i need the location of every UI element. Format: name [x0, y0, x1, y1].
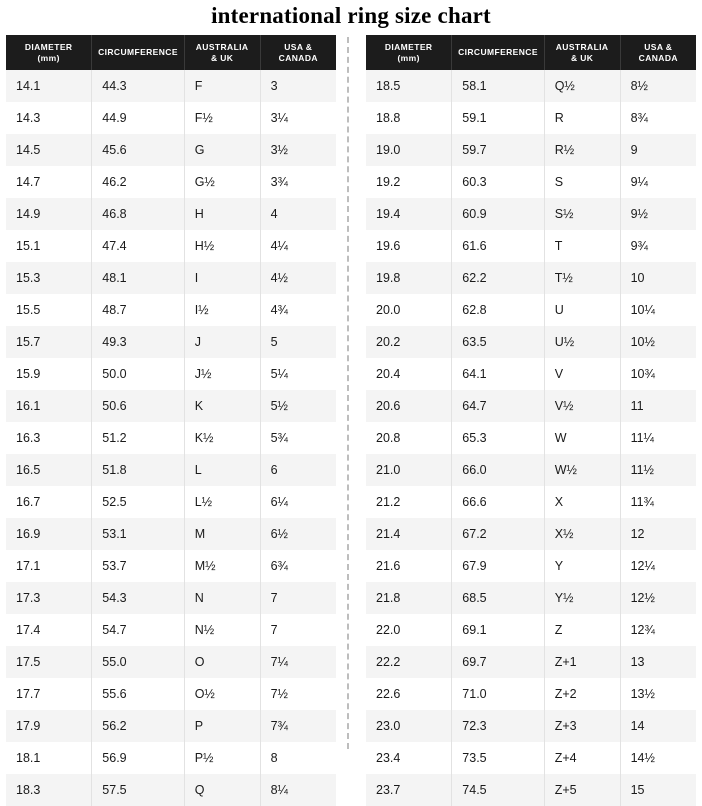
table-cell: 55.6 — [92, 678, 184, 710]
table-cell: 14.1 — [6, 70, 92, 102]
table-row — [366, 102, 696, 134]
table-row — [366, 582, 696, 614]
table-row — [6, 390, 336, 422]
table-cell: Z+2 — [544, 678, 620, 710]
table-cell: 50.0 — [92, 358, 184, 390]
table-cell: 59.1 — [452, 102, 544, 134]
table-cell: 7¾ — [270, 719, 288, 734]
table-row — [366, 390, 696, 422]
table-cell: 10½ — [630, 335, 655, 350]
table-cell: 10¼ — [630, 303, 655, 318]
table-row — [6, 774, 336, 806]
table-cell: X½ — [544, 518, 620, 550]
table-cell: W — [544, 422, 620, 454]
table-cell: 71.0 — [452, 678, 544, 710]
table-cell: G — [184, 134, 260, 166]
table-cell: R — [544, 102, 620, 134]
table-row — [366, 518, 696, 550]
table-cell: 14.9 — [6, 198, 92, 230]
table-cell: 3¾ — [270, 175, 288, 190]
column-header-line2: (mm) — [397, 52, 420, 63]
table-cell: 13 — [630, 655, 645, 670]
table-header-row — [6, 35, 336, 70]
table-cell: 16.7 — [6, 486, 92, 518]
table-row — [6, 582, 336, 614]
table-row — [366, 678, 696, 710]
column-header-circumference — [92, 35, 184, 70]
table-cell: 14 — [630, 719, 645, 734]
table-cell: J — [184, 326, 260, 358]
table-cell: 60.3 — [452, 166, 544, 198]
table-cell: 16.1 — [6, 390, 92, 422]
table-cell: U — [544, 294, 620, 326]
table-cell: 6¾ — [270, 559, 288, 574]
table-cell: U½ — [544, 326, 620, 358]
column-header-line2: & UK — [570, 52, 594, 63]
table-cell: 47.4 — [92, 230, 184, 262]
table-cell: 19.8 — [366, 262, 452, 294]
table-cell: 54.3 — [92, 582, 184, 614]
table-cell: 21.8 — [366, 582, 452, 614]
table-cell: 18.1 — [6, 742, 92, 774]
table-cell: 11¼ — [630, 431, 654, 446]
ring-size-table-right — [366, 35, 696, 806]
table-header-row — [366, 35, 696, 70]
table-cell: V½ — [544, 390, 620, 422]
table-cell: 46.2 — [92, 166, 184, 198]
table-cell: 67.9 — [452, 550, 544, 582]
table-row — [6, 198, 336, 230]
table-cell: 18.8 — [366, 102, 452, 134]
column-header-australia-uk — [184, 35, 260, 70]
table-cell: 51.8 — [92, 454, 184, 486]
table-cell: 15.5 — [6, 294, 92, 326]
table-cell: 56.2 — [92, 710, 184, 742]
table-cell: 54.7 — [92, 614, 184, 646]
column-header-usa-canada — [260, 35, 336, 70]
table-row — [6, 70, 336, 102]
tables-container — [0, 35, 702, 806]
table-cell: 12¼ — [630, 559, 655, 574]
table-cell: P — [184, 710, 260, 742]
table-row — [6, 262, 336, 294]
table-cell: 7½ — [270, 687, 288, 702]
table-cell: 66.0 — [452, 454, 544, 486]
table-row — [366, 454, 696, 486]
table-row — [6, 550, 336, 582]
table-cell: L — [184, 454, 260, 486]
left-table-block — [6, 35, 336, 806]
table-cell: 8½ — [630, 79, 648, 94]
table-cell: 15.7 — [6, 326, 92, 358]
table-cell: 17.4 — [6, 614, 92, 646]
table-cell: 64.1 — [452, 358, 544, 390]
table-row — [366, 550, 696, 582]
column-header-line1: AUSTRALIA — [555, 42, 609, 52]
table-cell: H½ — [184, 230, 260, 262]
page-title: international ring size chart — [211, 3, 491, 28]
table-cell: 57.5 — [92, 774, 184, 806]
table-row — [366, 646, 696, 678]
column-header-line1: CIRCUMFERENCE — [458, 47, 538, 58]
table-cell: 20.0 — [366, 294, 452, 326]
table-cell: 66.6 — [452, 486, 544, 518]
table-cell: H — [184, 198, 260, 230]
table-cell: 6 — [270, 463, 278, 478]
table-cell: Z+3 — [544, 710, 620, 742]
table-cell: 63.5 — [452, 326, 544, 358]
table-cell: 23.0 — [366, 710, 452, 742]
table-cell: 9¾ — [630, 239, 648, 254]
table-row — [6, 166, 336, 198]
table-cell: 7¼ — [270, 655, 288, 670]
table-cell: X — [544, 486, 620, 518]
table-cell: 16.3 — [6, 422, 92, 454]
table-cell: K½ — [184, 422, 260, 454]
table-cell: 4 — [270, 207, 278, 222]
table-row — [366, 198, 696, 230]
table-cell: 15.9 — [6, 358, 92, 390]
table-cell: O — [184, 646, 260, 678]
table-cell: 8¼ — [270, 783, 288, 798]
table-cell: M — [184, 518, 260, 550]
table-cell: 53.1 — [92, 518, 184, 550]
table-row — [6, 646, 336, 678]
table-cell: 5 — [270, 335, 278, 350]
table-cell: 20.2 — [366, 326, 452, 358]
table-cell: 56.9 — [92, 742, 184, 774]
table-cell: 49.3 — [92, 326, 184, 358]
table-cell: T — [544, 230, 620, 262]
table-cell: 18.5 — [366, 70, 452, 102]
table-cell: G½ — [184, 166, 260, 198]
table-cell: F — [184, 70, 260, 102]
table-cell: 19.0 — [366, 134, 452, 166]
table-cell: 3 — [270, 79, 278, 94]
table-row — [366, 710, 696, 742]
table-cell: 8 — [270, 751, 278, 766]
table-cell: W½ — [544, 454, 620, 486]
table-cell: 5½ — [270, 399, 288, 414]
table-cell: 72.3 — [452, 710, 544, 742]
table-cell: 22.0 — [366, 614, 452, 646]
table-cell: 44.3 — [92, 70, 184, 102]
table-cell: 52.5 — [92, 486, 184, 518]
table-cell: 55.0 — [92, 646, 184, 678]
table-cell: 15 — [630, 783, 645, 798]
column-header-usa-canada — [620, 35, 696, 70]
table-row — [366, 326, 696, 358]
column-header-circumference — [452, 35, 544, 70]
table-cell: Y½ — [544, 582, 620, 614]
table-cell: 62.8 — [452, 294, 544, 326]
ring-size-table-left — [6, 35, 336, 806]
table-cell: Z+5 — [544, 774, 620, 806]
table-cell: 13½ — [630, 687, 655, 702]
table-cell: 15.1 — [6, 230, 92, 262]
table-cell: 65.3 — [452, 422, 544, 454]
table-cell: 7 — [270, 591, 278, 606]
table-body-right — [366, 70, 696, 806]
table-cell: 48.7 — [92, 294, 184, 326]
table-cell: 69.7 — [452, 646, 544, 678]
table-cell: 18.3 — [6, 774, 92, 806]
table-cell: 20.8 — [366, 422, 452, 454]
table-cell: V — [544, 358, 620, 390]
table-cell: 9 — [630, 143, 638, 158]
table-cell: 10¾ — [630, 367, 655, 382]
table-row — [6, 230, 336, 262]
table-row — [6, 486, 336, 518]
table-row — [366, 230, 696, 262]
column-header-diameter — [366, 35, 452, 70]
table-cell: 9½ — [630, 207, 648, 222]
table-row — [366, 742, 696, 774]
table-cell: O½ — [184, 678, 260, 710]
table-cell: 53.7 — [92, 550, 184, 582]
table-cell: 21.4 — [366, 518, 452, 550]
table-body-left — [6, 70, 336, 806]
table-row — [366, 70, 696, 102]
table-cell: 17.3 — [6, 582, 92, 614]
table-row — [366, 262, 696, 294]
table-cell: 21.6 — [366, 550, 452, 582]
table-row — [6, 454, 336, 486]
table-cell: 14.5 — [6, 134, 92, 166]
column-header-line2: CANADA — [278, 52, 318, 63]
table-cell: 6½ — [270, 527, 288, 542]
table-cell: 9¼ — [630, 175, 648, 190]
table-cell: 59.7 — [452, 134, 544, 166]
table-cell: 17.7 — [6, 678, 92, 710]
table-row — [366, 774, 696, 806]
table-row — [366, 134, 696, 166]
table-cell: S — [544, 166, 620, 198]
column-header-diameter — [6, 35, 92, 70]
table-cell: 60.9 — [452, 198, 544, 230]
table-cell: 3¼ — [270, 111, 288, 126]
table-cell: 19.4 — [366, 198, 452, 230]
table-cell: 17.5 — [6, 646, 92, 678]
table-cell: 12 — [630, 527, 645, 542]
table-cell: 8¾ — [630, 111, 648, 126]
table-cell: 10 — [630, 271, 645, 286]
table-cell: 19.6 — [366, 230, 452, 262]
table-cell: 11¾ — [630, 495, 654, 510]
column-header-line1: AUSTRALIA — [195, 42, 249, 52]
table-row — [6, 678, 336, 710]
table-cell: I — [184, 262, 260, 294]
table-cell: 44.9 — [92, 102, 184, 134]
table-cell: Q — [184, 774, 260, 806]
table-cell: 50.6 — [92, 390, 184, 422]
table-row — [6, 294, 336, 326]
table-row — [6, 102, 336, 134]
table-row — [366, 422, 696, 454]
table-cell: 74.5 — [452, 774, 544, 806]
table-row — [366, 358, 696, 390]
table-cell: 22.2 — [366, 646, 452, 678]
table-row — [6, 358, 336, 390]
table-cell: 16.9 — [6, 518, 92, 550]
table-cell: J½ — [184, 358, 260, 390]
table-cell: N½ — [184, 614, 260, 646]
table-row — [6, 614, 336, 646]
table-cell: F½ — [184, 102, 260, 134]
table-cell: P½ — [184, 742, 260, 774]
table-cell: 23.4 — [366, 742, 452, 774]
table-cell: Z+1 — [544, 646, 620, 678]
table-cell: M½ — [184, 550, 260, 582]
table-cell: Z — [544, 614, 620, 646]
table-cell: 7 — [270, 623, 278, 638]
table-cell: 67.2 — [452, 518, 544, 550]
table-row — [6, 710, 336, 742]
table-cell: 12½ — [630, 591, 655, 606]
column-header-line2: CANADA — [638, 52, 678, 63]
column-header-line1: USA & — [644, 42, 673, 52]
table-cell: 4½ — [270, 271, 288, 286]
table-row — [6, 134, 336, 166]
table-cell: 64.7 — [452, 390, 544, 422]
column-header-line1: DIAMETER — [384, 42, 433, 52]
table-cell: K — [184, 390, 260, 422]
table-cell: 21.2 — [366, 486, 452, 518]
table-cell: 58.1 — [452, 70, 544, 102]
table-cell: I½ — [184, 294, 260, 326]
table-cell: Y — [544, 550, 620, 582]
table-cell: 14½ — [630, 751, 655, 766]
table-row — [366, 294, 696, 326]
table-cell: 3½ — [270, 143, 288, 158]
table-cell: 62.2 — [452, 262, 544, 294]
table-cell: 21.0 — [366, 454, 452, 486]
table-cell: 48.1 — [92, 262, 184, 294]
table-cell: 45.6 — [92, 134, 184, 166]
table-cell: 17.9 — [6, 710, 92, 742]
table-cell: 11 — [630, 399, 644, 414]
table-cell: 19.2 — [366, 166, 452, 198]
table-row — [6, 326, 336, 358]
column-header-line1: DIAMETER — [24, 42, 73, 52]
table-cell: 61.6 — [452, 230, 544, 262]
table-cell: 17.1 — [6, 550, 92, 582]
table-row — [366, 614, 696, 646]
table-row — [6, 422, 336, 454]
column-header-line2: & UK — [210, 52, 234, 63]
table-cell: L½ — [184, 486, 260, 518]
table-cell: 68.5 — [452, 582, 544, 614]
table-cell: Z+4 — [544, 742, 620, 774]
table-cell: Q½ — [544, 70, 620, 102]
table-cell: 5¾ — [270, 431, 288, 446]
column-header-line1: CIRCUMFERENCE — [98, 47, 178, 58]
table-cell: 12¾ — [630, 623, 655, 638]
table-cell: 22.6 — [366, 678, 452, 710]
dashed-divider — [347, 37, 355, 749]
table-cell: 51.2 — [92, 422, 184, 454]
table-row — [366, 486, 696, 518]
table-cell: 11½ — [630, 463, 654, 478]
table-row — [6, 742, 336, 774]
table-row — [6, 518, 336, 550]
table-cell: S½ — [544, 198, 620, 230]
table-cell: 15.3 — [6, 262, 92, 294]
table-row — [366, 166, 696, 198]
table-cell: 5¼ — [270, 367, 288, 382]
table-cell: N — [184, 582, 260, 614]
table-cell: 46.8 — [92, 198, 184, 230]
column-header-line2: (mm) — [37, 52, 60, 63]
table-cell: 73.5 — [452, 742, 544, 774]
table-cell: 14.3 — [6, 102, 92, 134]
table-cell: 4¾ — [270, 303, 288, 318]
column-header-australia-uk — [544, 35, 620, 70]
table-cell: 6¼ — [270, 495, 288, 510]
table-cell: 16.5 — [6, 454, 92, 486]
table-cell: 4¼ — [270, 239, 288, 254]
table-cell: 14.7 — [6, 166, 92, 198]
table-cell: 20.4 — [366, 358, 452, 390]
column-header-line1: USA & — [284, 42, 313, 52]
table-cell: T½ — [544, 262, 620, 294]
right-table-block — [366, 35, 696, 806]
table-cell: R½ — [544, 134, 620, 166]
table-cell: 23.7 — [366, 774, 452, 806]
table-cell: 20.6 — [366, 390, 452, 422]
table-cell: 69.1 — [452, 614, 544, 646]
